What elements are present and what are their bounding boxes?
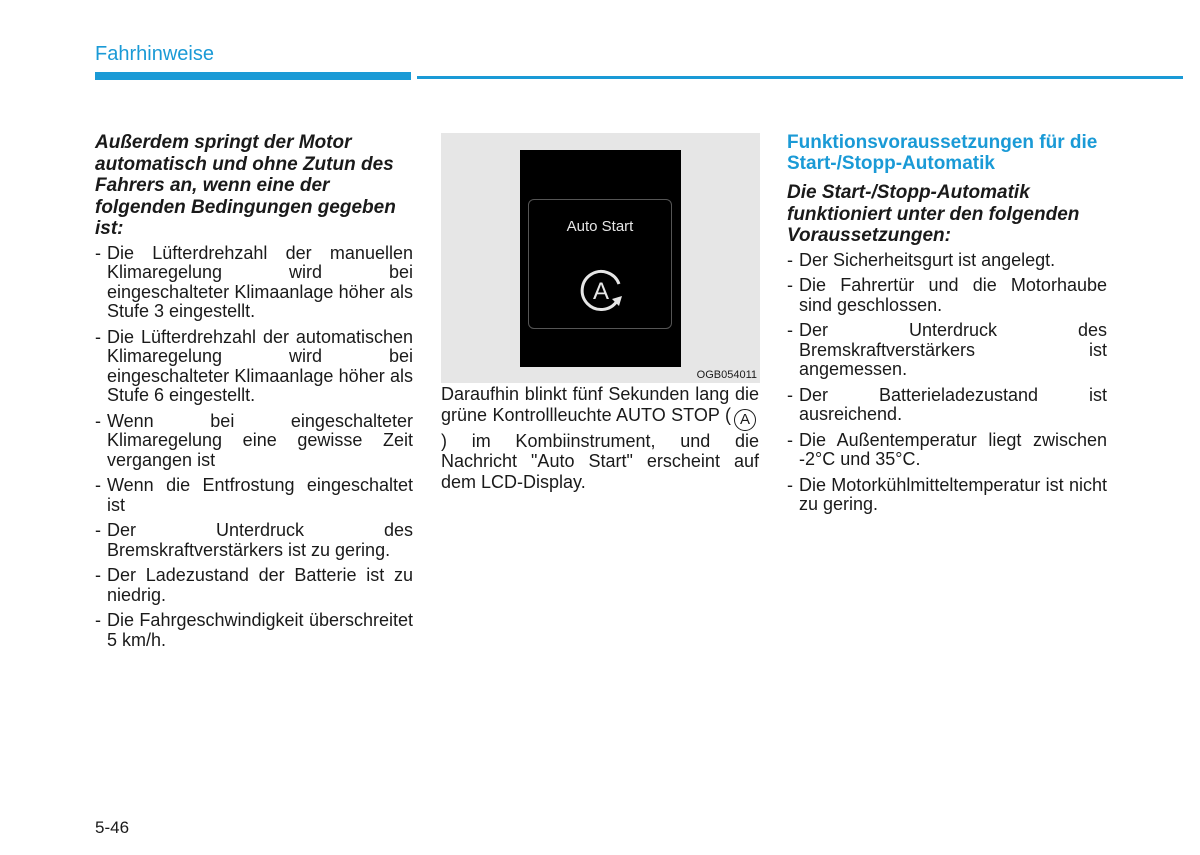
list-item: - Die Motorkühlmitteltemperatur ist nicht zu gering. — [787, 476, 1107, 515]
svg-text:A: A — [592, 278, 610, 305]
page-number: 5-46 — [95, 818, 130, 837]
right-requirement-list — [787, 251, 1107, 515]
list-item: - Die Fahrgeschwindigkeit überschreitet 5 km/h. — [95, 611, 413, 650]
list-item: - Der Unterdruck des Bremskraftverstärkers ist zu gering. — [95, 521, 413, 560]
list-item: - Die Lüfterdrehzahl der automatischen Klimaregelung wird bei eingeschalteter Klimaanlage höher als Stufe 6 eingestellt. — [95, 328, 413, 406]
list-item: - Der Sicherheitsgurt ist angelegt. — [787, 251, 1107, 271]
left-column — [95, 132, 413, 656]
section-title: Fahrhinweise — [95, 43, 214, 65]
figure-description — [441, 384, 759, 492]
list-item: - Der Unterdruck des Bremskraftverstärkers ist angemessen. — [787, 321, 1107, 380]
lcd-message: Auto Start — [566, 218, 634, 235]
list-item: - Die Fahrertür und die Motorhaube sind geschlossen. — [787, 276, 1107, 315]
right-column — [787, 132, 1107, 521]
lcd-screen — [520, 150, 681, 367]
list-item: - Der Batterieladezustand ist ausreichend. — [787, 386, 1107, 425]
list-item: - Wenn bei eingeschalteter Klimaregelung eine gewisse Zeit vergangen ist — [95, 412, 413, 471]
lcd-display-figure — [441, 133, 760, 383]
list-item: - Die Außentemperatur liegt zwischen -2°C und 35°C. — [787, 431, 1107, 470]
auto-stop-inline-icon: A — [734, 409, 756, 431]
description-part-2: ) im Kombiinstrument, und die Nachricht "Auto Start" erscheint auf dem LCD-Display. — [441, 430, 759, 492]
list-item: - Die Lüfterdrehzahl der manuellen Klimaregelung wird bei eingeschalteter Klimaanlage höher als Stufe 3 eingestellt. — [95, 244, 413, 322]
middle-column — [441, 384, 759, 492]
header-rule-thin — [417, 76, 1183, 79]
list-item: - Der Ladezustand der Batterie ist zu niedrig. — [95, 566, 413, 605]
description-part-1: Daraufhin blinkt fünf Sekunden lang die grüne Kontrollleuchte AUTO STOP ( — [441, 384, 759, 425]
figure-code: OGB054011 — [696, 369, 757, 381]
right-intro: Die Start-/Stopp-Automatik funktioniert unter den folgenden Voraussetzungen: — [787, 182, 1080, 246]
header-rule-thick — [95, 72, 411, 80]
section-heading: Funktionsvoraussetzungen für die Start-/Stopp-Automatik — [787, 132, 1098, 174]
lcd-frame — [528, 199, 672, 329]
left-condition-list — [95, 244, 413, 651]
auto-stop-a-icon — [574, 264, 628, 318]
list-item: - Wenn die Entfrostung eingeschaltet ist — [95, 476, 413, 515]
left-intro: Außerdem springt der Motor automatisch und ohne Zutun des Fahrers an, wenn eine der folgenden Bedingungen gegeben ist: — [95, 132, 396, 239]
